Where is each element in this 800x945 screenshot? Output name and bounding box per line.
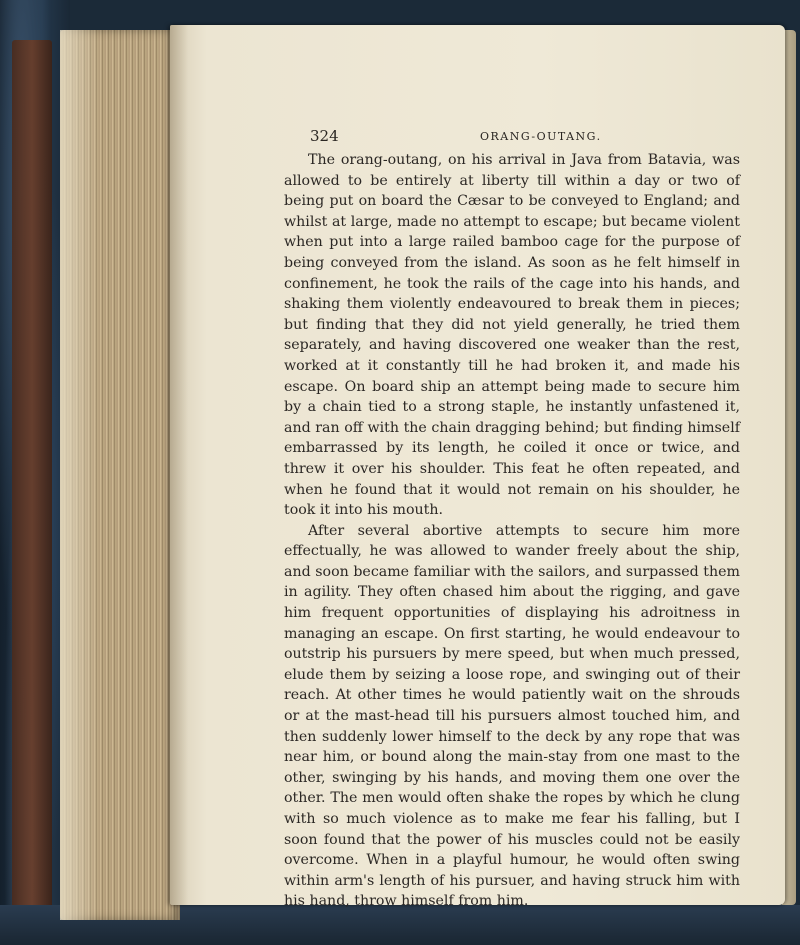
page-number: 324 bbox=[310, 127, 339, 145]
paragraph-2: After several abortive attempts to secure him more effectually, he was allowed to wander freely about the ship, and soon became familiar with the sailors, and surpassed them in agility. They often chased him about the rigging, and gave him frequent opportunities of displaying his adroitness in managing an escape. On first starting, he would endeavour to outstrip his pursuers by mere speed, but when much pressed, elude them by seizing a loose rope, and swinging out of their reach. At other times he would patiently wait on the shrouds or at the mast-head till his pursuers almost touched him, and then suddenly lower himself to the deck by any rope that was near him, or bound along the main-stay from one mast to the other, swinging by his hands, and moving them one over the other. The men would often shake the ropes by which he clung with so much violence as to make me fear his falling, but I soon found that the power of his muscles could not be easily overcome. When in a playful humour, he would often swing within arm's length of his pursuer, and having struck him with his hand, throw himself from him. bbox=[284, 522, 740, 910]
paragraph-1: The orang-outang, on his arrival in Java from Batavia, was allowed to be entirely at liberty till within a day or two of being put on board the Cæsar to be conveyed to England; and whilst at large, made no attempt to escape; but became violent when put into a large railed bamboo cage for the purpose of being conveyed from the island. As soon as he felt himself in confinement, he took the rails of the cage into his hands, and shaking them violently endeavoured to break them in pieces; but finding that they did not yield generally, he tried them separately, and having discovered one weaker than the rest, worked at it constantly till he had broken it, and made his escape. On board ship an attempt being made to secure him by a chain tied to a strong staple, he instantly unfastened it, and ran off with the chain dragging behind; but finding himself embarrassed by its length, he coiled it once or twice, and threw it over his shoulder. This feat he often repeated, and when he found that it would not remain on his shoulder, he took it into his mouth. bbox=[284, 152, 740, 519]
page-gutter-shadow bbox=[170, 25, 188, 905]
body-text bbox=[284, 150, 740, 912]
page-edge-highlight bbox=[60, 30, 100, 920]
leather-spine-edge bbox=[12, 40, 52, 920]
page-header bbox=[310, 127, 740, 151]
running-head: ORANG-OUTANG. bbox=[480, 130, 602, 143]
